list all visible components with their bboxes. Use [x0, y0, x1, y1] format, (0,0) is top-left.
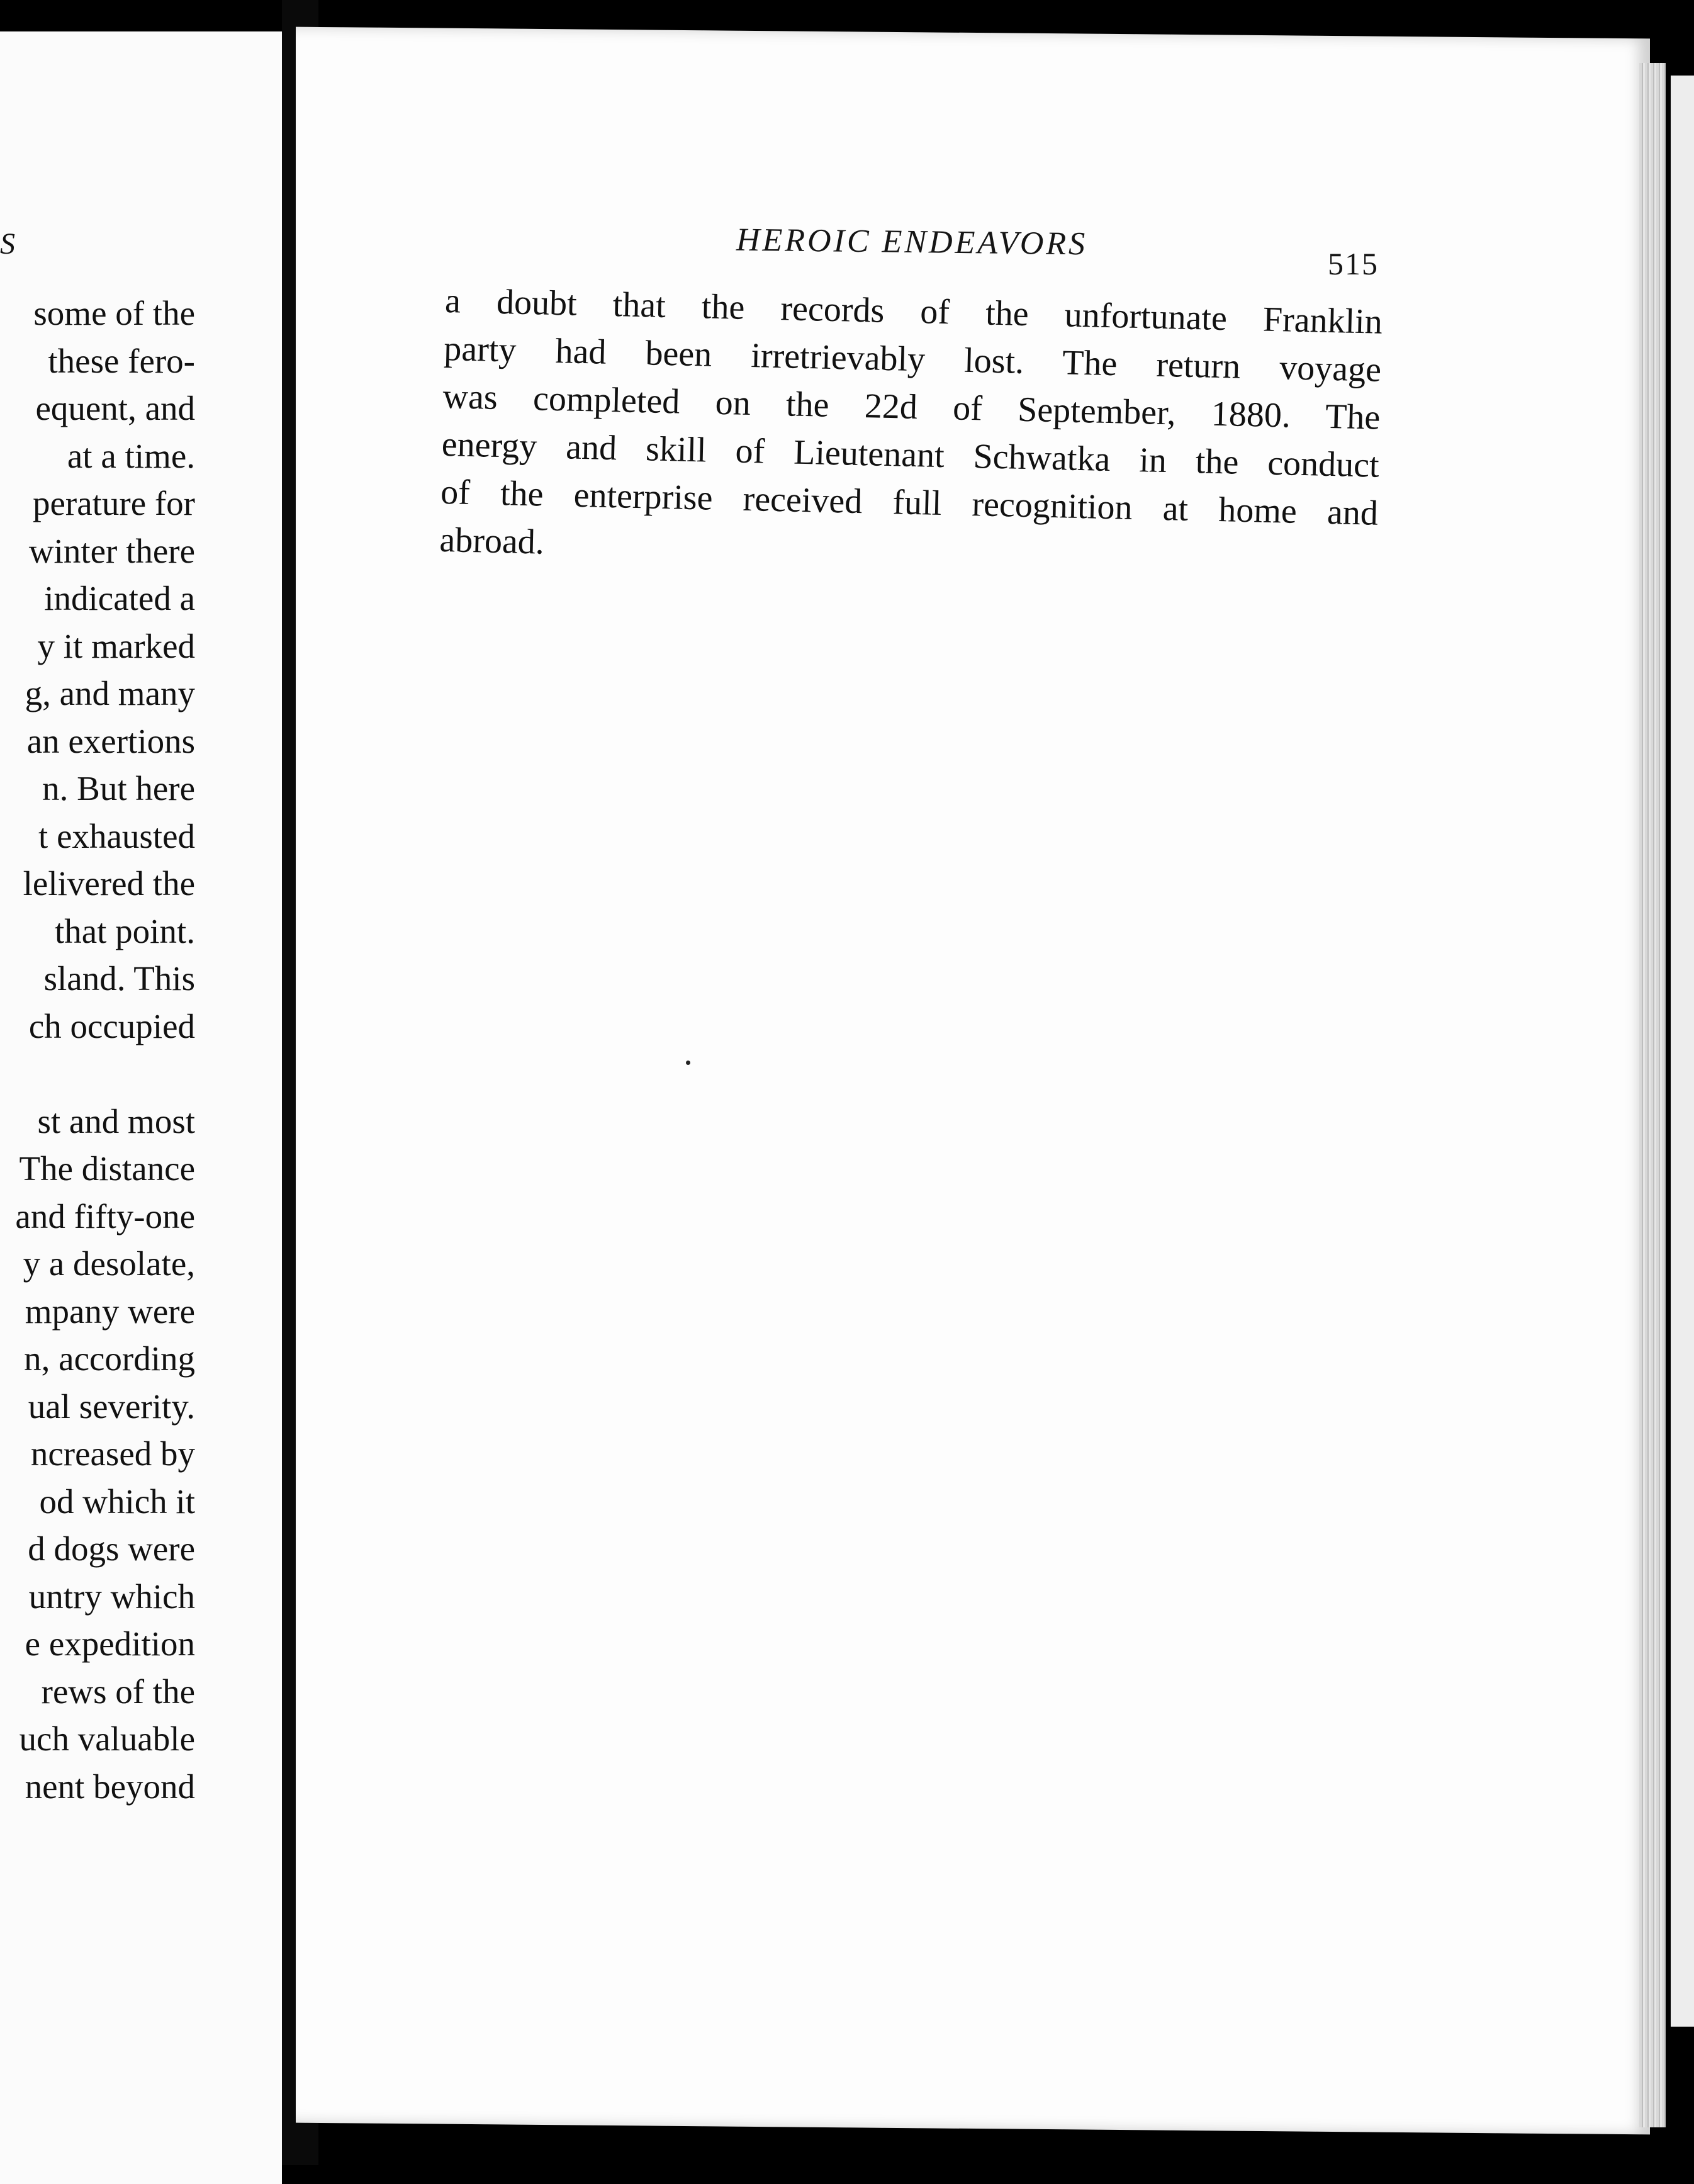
left-line: ncreased by [30, 1434, 195, 1473]
left-line: mpany were [25, 1292, 195, 1331]
left-line: lelivered the [23, 864, 195, 903]
text-line: of the enterprise received full recognition at home and [440, 472, 1379, 533]
left-line: these fero- [48, 341, 195, 380]
left-page-text [0, 290, 195, 1810]
body-paragraph [439, 277, 1383, 585]
text-line: party had been irretrievably lost. The return voyage [443, 329, 1382, 390]
left-line: perature for [32, 484, 195, 522]
left-line: od which it [39, 1482, 195, 1521]
left-line: d dogs were [28, 1529, 195, 1568]
left-line: n. But here [42, 769, 195, 808]
page-number: 515 [1328, 246, 1379, 281]
left-line: that point. [54, 911, 195, 950]
text-line: energy and skill of Lieutenant Schwatka in the conduct [441, 424, 1380, 485]
left-line: t exhausted [38, 816, 195, 855]
left-line: and fifty-one [15, 1196, 195, 1236]
left-line: sland. This [43, 959, 195, 998]
left-line: ual severity. [28, 1387, 195, 1426]
left-line: indicated a [44, 579, 195, 617]
left-line: uch valuable [19, 1720, 195, 1758]
page-edges [1639, 63, 1666, 2127]
running-head: HEROIC ENDEAVORS [736, 222, 1088, 262]
left-line: winter there [28, 531, 195, 570]
text-line: was completed on the 22d of September, 1880. The [442, 376, 1381, 437]
left-line: some of the [33, 294, 195, 332]
left-line: st and most [37, 1101, 195, 1140]
left-line: untry which [28, 1577, 195, 1616]
left-line: ch occupied [28, 1006, 195, 1045]
left-line: equent, and [35, 389, 195, 427]
left-line: The distance [19, 1149, 195, 1188]
paper-speck [686, 1061, 690, 1065]
left-line: e expedition [25, 1624, 195, 1663]
left-line: nent beyond [25, 1767, 195, 1806]
left-line [0, 1050, 195, 1098]
text-line: a doubt that the records of the unfortunate Franklin [444, 281, 1383, 342]
left-line: at a time. [67, 436, 195, 475]
left-running-head-fragment: S [0, 227, 17, 261]
text-line: abroad. [439, 520, 545, 562]
left-line: an exertions [26, 721, 195, 760]
left-line: y it marked [37, 626, 195, 665]
left-line: y a desolate, [23, 1244, 195, 1283]
left-page [0, 31, 282, 2184]
left-line: rews of the [41, 1672, 195, 1711]
left-line: g, and many [25, 674, 195, 712]
left-line: n, according [24, 1339, 195, 1378]
next-page-sliver [1671, 76, 1694, 2027]
